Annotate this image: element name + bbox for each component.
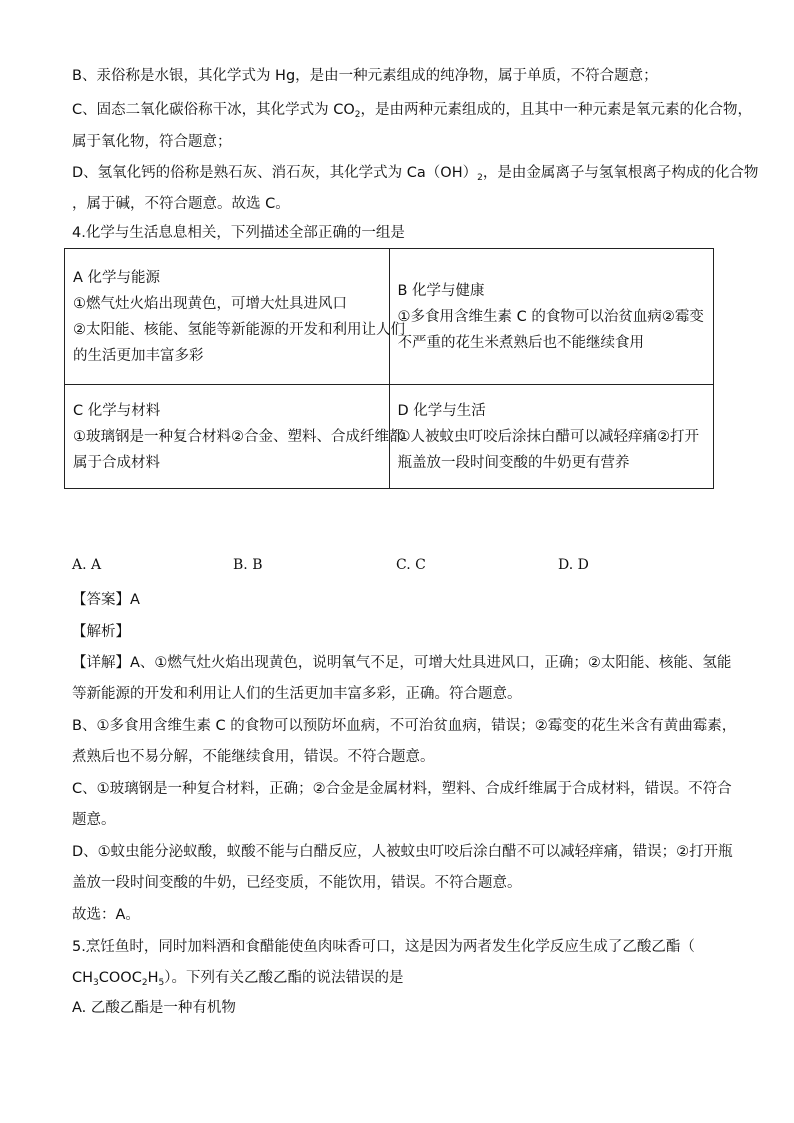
cell-line: 不严重的花生米煮熟后也不能继续食用 xyxy=(397,334,644,351)
text: CH xyxy=(72,970,94,986)
text-line-c-cont: 属于氧化物，符合题意； xyxy=(72,134,232,150)
cell-b xyxy=(389,249,714,385)
text-line-c xyxy=(72,100,752,120)
cell-line: ②太阳能、核能、氢能等新能源的开发和利用让人们 xyxy=(73,321,405,338)
cell-line: ①燃气灶火焰出现黄色，可增大灶具进风口 xyxy=(73,295,347,312)
text: ，是由金属离子与氢氧根离子构成的化合物 xyxy=(482,165,759,181)
cell-line: ①玻璃钢是一种复合材料②合金、塑料、合成纤维都 xyxy=(73,428,404,445)
explain-line: C、①玻璃钢是一种复合材料，正确；②合金是金属材料，塑料、合成纤维属于合成材料，错误。不符合 xyxy=(72,781,732,797)
cell-line: 瓶盖放一段时间变酸的牛奶更有营养 xyxy=(397,454,630,471)
text: ，是由两种元素组成的，且其中一种元素是氧元素的化合物， xyxy=(360,102,753,118)
text: H xyxy=(147,970,159,986)
explain-line: D、①蚊虫能分泌蚁酸，蚁酸不能与白醋反应，人被蚊虫叮咬后涂白醋不可以减轻痒痛，错误；②打开瓶 xyxy=(72,844,733,860)
text: D、氢氧化钙的俗称是熟石灰、消石灰，其化学式为 Ca（OH） xyxy=(72,165,478,181)
option-a: A. A xyxy=(72,557,102,573)
text: COOC xyxy=(98,970,142,986)
explain-line: 【详解】A、①燃气灶火焰出现黄色，说明氧气不足，可增大灶具进风口，正确；②太阳能、核能、氢能 xyxy=(72,655,732,671)
text: ）。下列有关乙酸乙酯的说法错误的是 xyxy=(164,970,404,986)
subscript: 5 xyxy=(158,978,165,988)
text-line-d xyxy=(72,163,758,183)
question-5-formula-line xyxy=(72,968,403,988)
answer-line xyxy=(72,590,140,610)
explain-line: B、①多食用含维生素 C 的食物可以预防坏血病，不可治贫血病，错误；②霉变的花生米含有黄曲霉素， xyxy=(72,718,737,734)
cell-line: 的生活更加丰富多彩 xyxy=(73,347,204,364)
explain-line: 题意。 xyxy=(72,812,116,828)
explain-line: 等新能源的开发和利用让人们的生活更加丰富多彩，正确。符合题意。 xyxy=(72,686,522,702)
option-c: C. C xyxy=(396,557,426,573)
explain-line: 盖放一段时间变酸的牛奶，已经变质，不能饮用，错误。不符合题意。 xyxy=(72,875,522,891)
subscript: 2 xyxy=(354,110,361,120)
text-line-d-cont: ，属于碱，不符合题意。故选 C。 xyxy=(72,196,290,212)
explain-line: 故选：A。 xyxy=(72,907,140,923)
answer-label: 【答案】 xyxy=(72,592,130,608)
cell-line: 属于合成材料 xyxy=(73,454,160,471)
text: C、固态二氧化碳俗称干冰，其化学式为 CO xyxy=(72,102,355,118)
cell-a xyxy=(65,249,405,385)
question-5-option-a: A. 乙酸乙酯是一种有机物 xyxy=(72,1000,236,1016)
cell-c xyxy=(65,385,404,489)
answer-value: A xyxy=(130,592,140,608)
question-4-stem: 4.化学与生活息息相关，下列描述全部正确的一组是 xyxy=(72,225,405,241)
option-d: D. D xyxy=(558,557,589,573)
subscript: 2 xyxy=(141,978,148,988)
cell-title: D 化学与生活 xyxy=(397,402,486,419)
analysis-label: 【解析】 xyxy=(72,624,130,640)
cell-d xyxy=(389,385,714,489)
cell-title: C 化学与材料 xyxy=(73,402,161,419)
subscript: 2 xyxy=(477,173,483,183)
question-4-table xyxy=(64,248,714,489)
question-5-stem: 5.烹饪鱼时，同时加料酒和食醋能使鱼肉味香可口，这是因为两者发生化学反应生成了乙酸乙酯（ xyxy=(72,939,695,955)
option-b: B. B xyxy=(233,557,263,573)
cell-line: ①人被蚊虫叮咬后涂抹白醋可以减轻痒痛②打开 xyxy=(397,428,699,445)
text-line-b: B、汞俗称是水银，其化学式为 Hg，是由一种元素组成的纯净物，属于单质，不符合题意； xyxy=(72,68,658,84)
cell-title: B 化学与健康 xyxy=(397,282,485,299)
cell-title: A 化学与能源 xyxy=(73,269,161,286)
subscript: 3 xyxy=(93,978,99,988)
explain-line: 煮熟后也不易分解，不能继续食用，错误。不符合题意。 xyxy=(72,749,435,765)
cell-line: ①多食用含维生素 C 的食物可以治贫血病②霉变 xyxy=(397,308,704,325)
